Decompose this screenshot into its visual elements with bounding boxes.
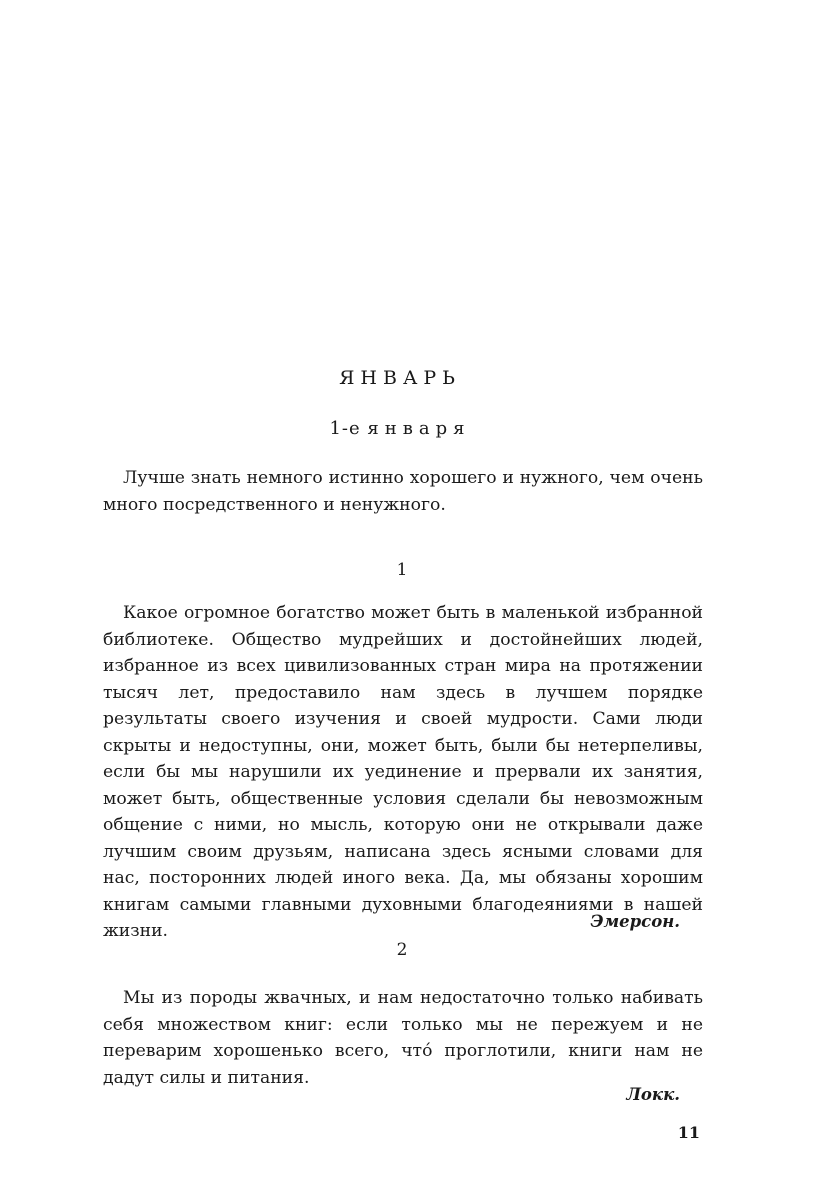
intro-paragraph: Лучше знать немного истинно хорошего и нужного, чем очень много посредственного и ненужного. — [103, 468, 703, 515]
section-author-1: Эмерсон. — [590, 912, 680, 931]
section-number-1: 1 — [396, 560, 408, 580]
day-title — [0, 418, 800, 439]
month-title: ЯНВАРЬ — [339, 367, 461, 389]
section-text-2: Мы из породы жвачных, и нам недостаточно только набивать себя множеством книг: если только мы не пережуем и не переварим хорошенько всего, что́ проглотили, книги нам не дадут силы и питания. — [103, 988, 703, 1088]
section-text-1: Какое огромное богатство может быть в маленькой избранной библиотеке. Общество мудрейших и достойнейших людей, избранное из всех цивилизованных стран мира на протяжении тысяч лет, предоставило нам здесь в лучшем порядке результаты своего изучения и своей мудрости. Сами люди скрыты и недоступны, они, может быть, были бы нетерпеливы, если бы мы нарушили их уединение и прервали их занятия, может быть, общественные условия сделали бы невозможным общение с ними, но мысль, которую они не открывали даже лучшим своим друзьям, написана здесь ясными словами для нас, посторонних людей иного века. Да, мы обязаны хорошим книгам самыми главными духовными благодеяниями в нашей жизни. — [103, 603, 703, 941]
page-number: 11 — [677, 1123, 700, 1142]
section-number-2: 2 — [396, 940, 408, 960]
day-number: 1-е — [329, 418, 361, 439]
section-author-2: Локк. — [626, 1085, 680, 1104]
day-month-word: января — [367, 418, 471, 439]
